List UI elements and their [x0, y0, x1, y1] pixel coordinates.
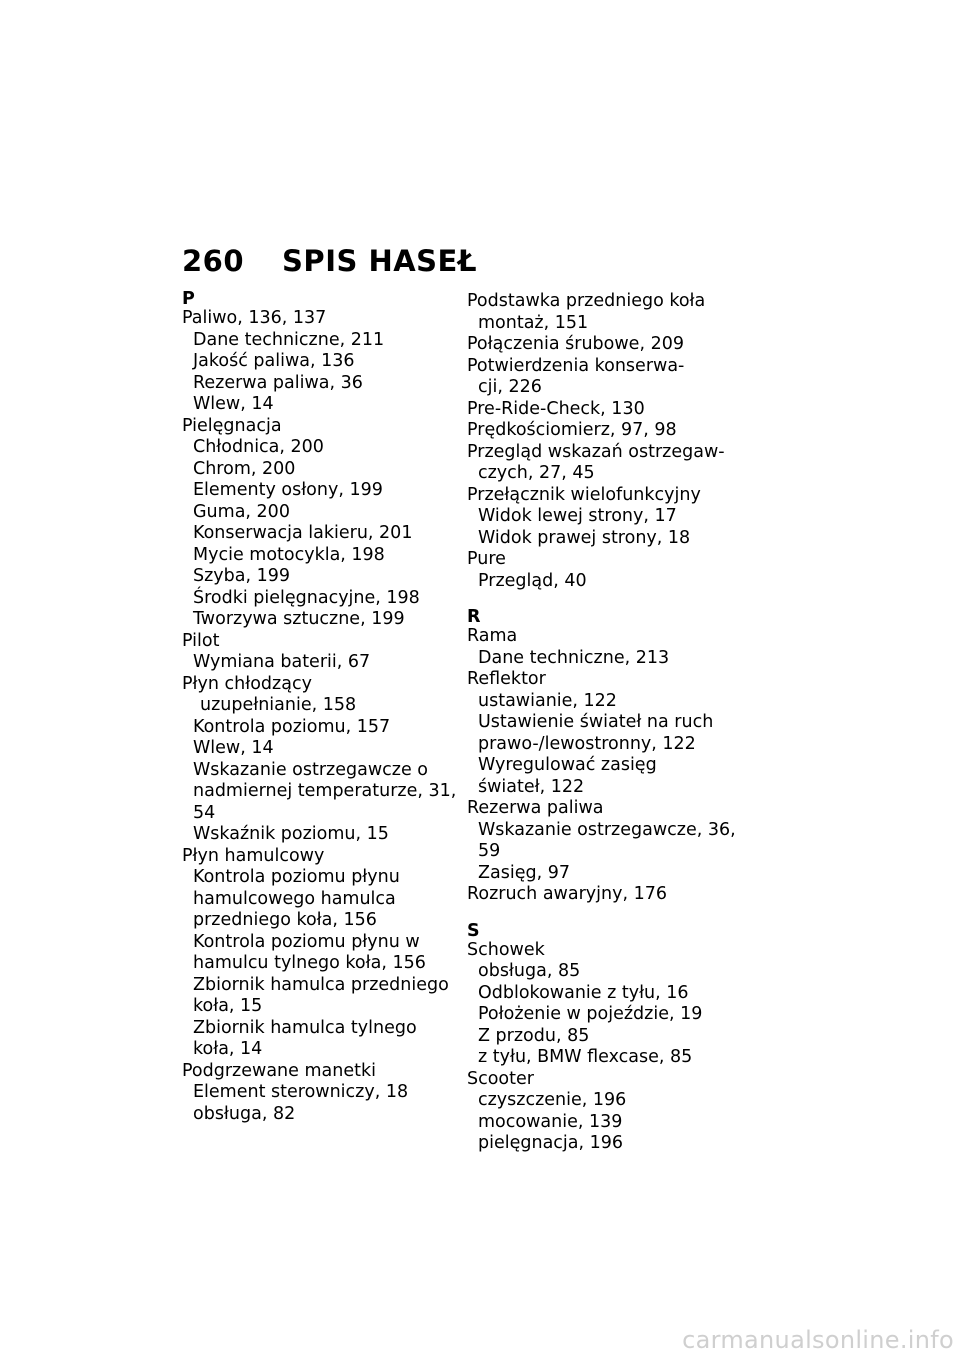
index-subentry: Konserwacja lakieru, 201 [193, 523, 413, 543]
index-subentry: prawo-/lewostronny, 122 [478, 733, 696, 754]
index-entry: Połączenia śrubowe, 209 [467, 334, 684, 354]
watermark: carmanualsonline.info [682, 1326, 954, 1354]
index-subentry: Wskaźnik poziomu, 15 [193, 824, 389, 844]
index-subentry: Odblokowanie z tyłu, 16 [478, 982, 689, 1003]
index-subentry: uzupełnianie, 158 [200, 695, 357, 715]
index-subentry: Guma, 200 [193, 501, 290, 522]
index-subentry: czych, 27, 45 [478, 463, 595, 483]
index-entry: Przełącznik wielofunkcyjny [467, 484, 701, 505]
index-entry: Płyn chłodzący [182, 673, 312, 694]
index-entry: Schowek [467, 939, 545, 960]
index-subentry: Kontrola poziomu płynu [193, 867, 400, 887]
index-subentry: Wskazanie ostrzegawcze o [193, 759, 428, 780]
index-entry: Płyn hamulcowy [182, 845, 325, 866]
index-entry: Potwierdzenia konserwa- [467, 355, 685, 376]
index-subentry: Element sterowniczy, 18 [193, 1082, 409, 1102]
index-subentry: Wyregulować zasięg [478, 755, 657, 775]
index-subentry: Zasięg, 97 [478, 862, 570, 883]
index-subentry: Ustawienie świateł na ruch [478, 712, 714, 732]
index-subentry: Jakość paliwa, 136 [193, 351, 355, 371]
index-entry: Scooter [467, 1068, 534, 1089]
index-subentry: Przegląd, 40 [478, 570, 587, 591]
index-entry: Pure [467, 549, 506, 569]
index-subentry: Chrom, 200 [193, 458, 296, 479]
index-subentry: koła, 15 [193, 996, 263, 1016]
index-subentry: Środki pielęgnacyjne, 198 [193, 587, 420, 608]
index-subentry: Rezerwa paliwa, 36 [193, 372, 363, 393]
index-subentry: przedniego koła, 156 [193, 910, 377, 930]
index-subentry: nadmiernej temperaturze, 31, [193, 781, 457, 801]
index-entry: Rozruch awaryjny, 176 [467, 884, 667, 904]
index-subentry: Wymiana baterii, 67 [193, 652, 371, 672]
index-subentry: świateł, 122 [478, 776, 585, 797]
index-entry: Reflektor [467, 669, 546, 689]
page-header [182, 244, 477, 278]
page-title: SPIS HASEŁ [282, 244, 477, 278]
index-subentry: obsługa, 85 [478, 961, 581, 981]
section-gap [467, 906, 767, 923]
index-subentry: Widok prawej strony, 18 [478, 527, 691, 548]
index-subentry: pielęgnacja, 196 [478, 1133, 624, 1153]
index-subentry: Tworzywa sztuczne, 199 [193, 609, 405, 629]
index-column-left [182, 291, 460, 1125]
index-subentry: 54 [193, 802, 216, 823]
index-subentry: Chłodnica, 200 [193, 437, 324, 457]
index-entry: Podstawka przedniego koła [467, 291, 706, 311]
index-subentry: ustawianie, 122 [478, 690, 617, 711]
section-gap [467, 592, 767, 609]
index-subentry: hamulcu tylnego koła, 156 [193, 953, 426, 973]
index-subentry: koła, 14 [193, 1039, 263, 1059]
index-subentry: czyszczenie, 196 [478, 1090, 627, 1110]
index-subentry: Wlew, 14 [193, 394, 274, 414]
index-subentry: Kontrola poziomu, 157 [193, 716, 391, 737]
index-entry: Paliwo, 136, 137 [182, 308, 327, 328]
index-subentry: cji, 226 [478, 377, 542, 397]
index-entry: Przegląd wskazań ostrzegaw- [467, 441, 725, 462]
index-subentry: hamulcowego hamulca [193, 888, 396, 909]
index-subentry: Z przodu, 85 [478, 1025, 590, 1046]
index-subentry: montaż, 151 [478, 312, 589, 333]
index-subentry: Wskazanie ostrzegawcze, 36, [478, 819, 736, 840]
index-entry: Pre-Ride-Check, 130 [467, 398, 645, 419]
index-subentry: Elementy osłony, 199 [193, 480, 383, 500]
index-column-right [467, 291, 767, 1155]
index-letter-heading: P [182, 289, 195, 309]
index-subentry: Szyba, 199 [193, 566, 291, 586]
index-subentry: Dane techniczne, 213 [478, 647, 670, 668]
index-entry: Podgrzewane manetki [182, 1060, 376, 1081]
index-subentry: obsługa, 82 [193, 1103, 296, 1124]
index-entry: Pielęgnacja [182, 415, 282, 436]
index-entry: Rama [467, 626, 518, 646]
index-letter-heading: R [467, 607, 481, 627]
index-subentry: Dane techniczne, 211 [193, 329, 385, 350]
index-subentry: z tyłu, BMW flexcase, 85 [478, 1047, 693, 1067]
index-entry: Rezerwa paliwa [467, 798, 604, 818]
index-entry: Prędkościomierz, 97, 98 [467, 420, 677, 440]
page-number: 260 [182, 244, 245, 278]
index-subentry: Widok lewej strony, 17 [478, 506, 677, 526]
index-subentry: Kontrola poziomu płynu w [193, 931, 420, 952]
index-subentry: Położenie w pojeździe, 19 [478, 1004, 703, 1024]
index-subentry: mocowanie, 139 [478, 1111, 623, 1132]
index-letter-heading: S [467, 920, 480, 941]
index-subentry: Mycie motocykla, 198 [193, 544, 385, 565]
index-entry: Pilot [182, 630, 220, 651]
index-subentry: 59 [478, 841, 501, 861]
index-subentry: Zbiornik hamulca tylnego [193, 1017, 417, 1038]
index-subentry: Zbiornik hamulca przedniego [193, 974, 449, 995]
index-subentry: Wlew, 14 [193, 738, 274, 758]
